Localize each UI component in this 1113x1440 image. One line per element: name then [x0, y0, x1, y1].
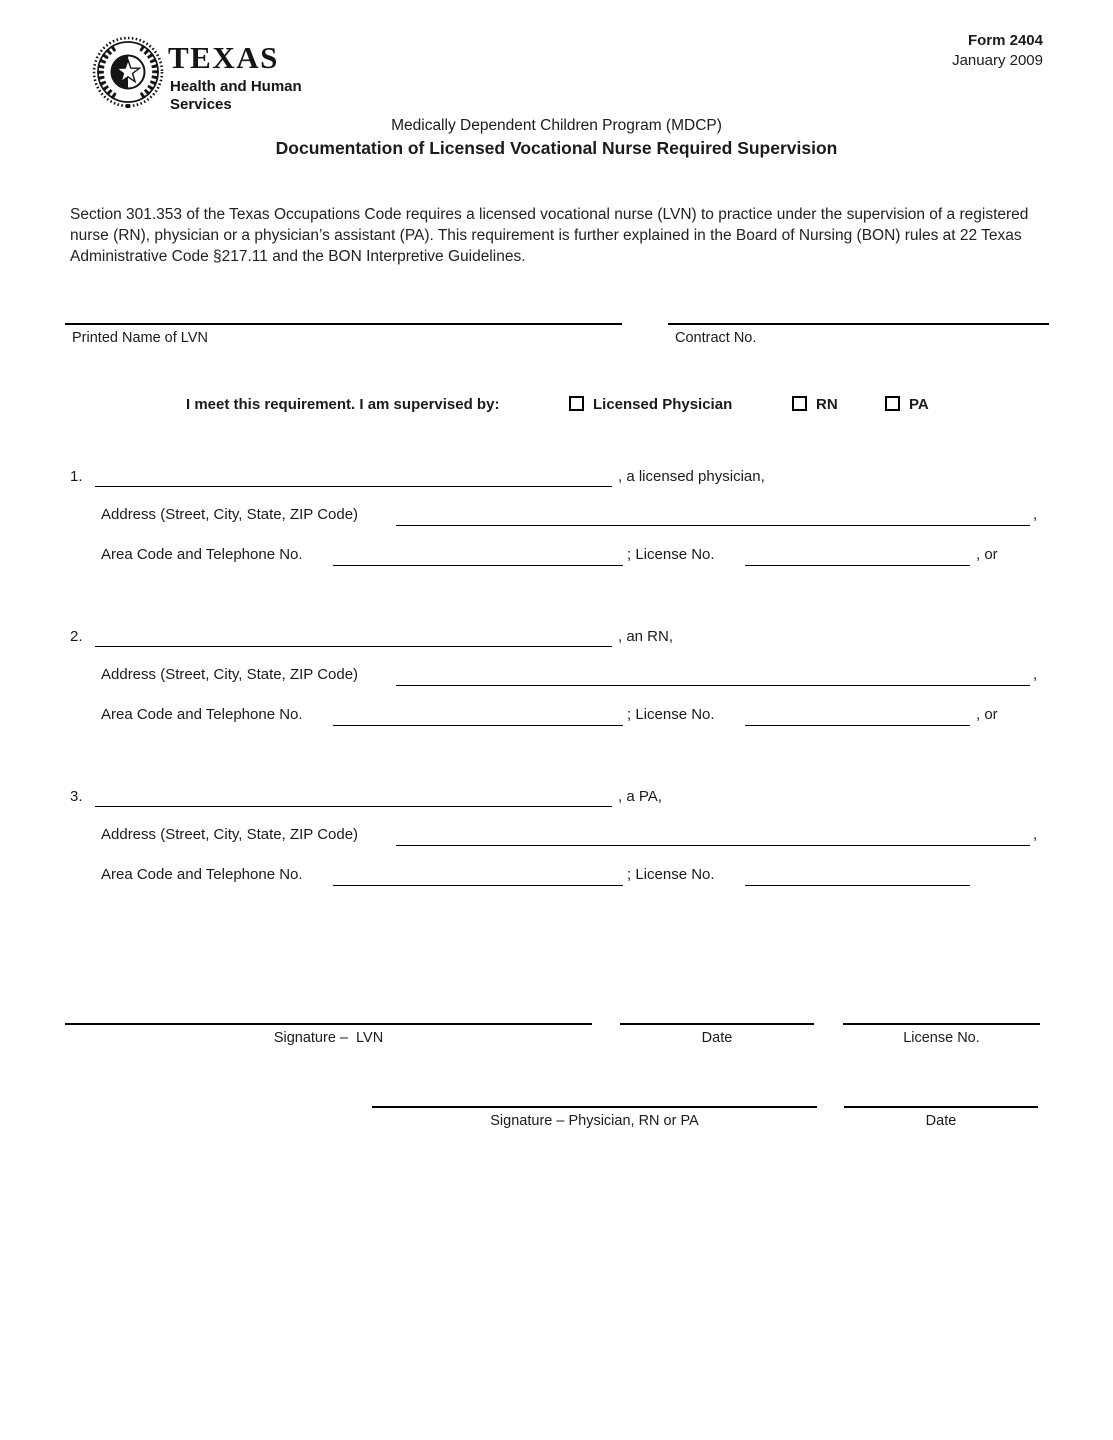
supervisor-1-address-label: Address (Street, City, State, ZIP Code): [101, 506, 359, 523]
supervisor-1-license-field[interactable]: [745, 548, 970, 566]
supervisor-3-role-suffix: , a PA,: [618, 788, 662, 805]
form-number: Form 2404: [967, 32, 1043, 49]
supervisor-1-role-suffix: , a licensed physician,: [618, 468, 765, 485]
texas-hhs-seal-icon: [92, 36, 164, 108]
printed-name-field[interactable]: [65, 307, 622, 325]
checkbox-pa-label: PA: [909, 396, 929, 413]
supervisor-2-license-label: ; License No.: [627, 706, 715, 723]
supervisor-signature-label: Signature – Physician, RN or PA: [490, 1113, 699, 1129]
supervisor-3-address-label: Address (Street, City, State, ZIP Code): [101, 826, 359, 843]
supervisor-2-tail: , or: [976, 706, 998, 723]
supervisor-2-number: 2.: [70, 628, 83, 645]
supervisor-1-name-field[interactable]: [95, 469, 612, 487]
supervisor-3-license-label: ; License No.: [627, 866, 715, 883]
supervisor-2-license-field[interactable]: [745, 708, 970, 726]
supervisor-1-license-label: ; License No.: [627, 546, 715, 563]
supervisor-1-address-field[interactable]: [396, 508, 1030, 526]
supervisor-3-phone-label: Area Code and Telephone No.: [101, 866, 303, 883]
checkbox-rn[interactable]: [792, 396, 807, 411]
supervisor-1-phone-label: Area Code and Telephone No.: [101, 546, 303, 563]
supervisor-2-name-field[interactable]: [95, 629, 612, 647]
logo-agency-line1: Health and Human: [170, 78, 302, 95]
supervisor-signature-field[interactable]: [372, 1090, 817, 1108]
supervisor-2-role-suffix: , an RN,: [618, 628, 674, 645]
checkbox-licensed-physician-label: Licensed Physician: [593, 396, 733, 413]
lvn-license-field[interactable]: [843, 1007, 1040, 1025]
supervisor-2-address-field[interactable]: [396, 668, 1030, 686]
page-title: Documentation of Licensed Vocational Nurse Required Supervision: [275, 138, 838, 158]
supervisor-1-phone-field[interactable]: [333, 548, 623, 566]
supervisor-3-phone-field[interactable]: [333, 868, 623, 886]
supervisor-3-address-suffix: ,: [1033, 826, 1038, 843]
lvn-signature-field[interactable]: [65, 1007, 592, 1025]
supervisor-3-number: 3.: [70, 788, 83, 805]
lvn-date-label: Date: [701, 1030, 733, 1046]
supervisor-3-address-field[interactable]: [396, 828, 1030, 846]
checkbox-licensed-physician[interactable]: [569, 396, 584, 411]
supervision-statement: I meet this requirement. I am supervised by:: [186, 396, 500, 413]
form-date: January 2009: [952, 52, 1043, 69]
intro-paragraph: Section 301.353 of the Texas Occupations Code requires a licensed vocational nurse (LVN) to practice under the supervision of a registered nurse (RN), physician or a physician’s assistant (PA). This requirement is further explained in the Board of Nursing (BON) rules at 22 Texas Administrative Code §217.11 and the BON Interpretive Guidelines.: [70, 206, 1029, 265]
supervisor-1-number: 1.: [70, 468, 83, 485]
logo-agency-line2: Services: [170, 96, 232, 113]
lvn-license-label: License No.: [903, 1030, 980, 1046]
lvn-date-field[interactable]: [620, 1007, 814, 1025]
supervisor-2-address-suffix: ,: [1033, 666, 1038, 683]
supervisor-date-field[interactable]: [844, 1090, 1038, 1108]
contract-no-field[interactable]: [668, 307, 1049, 325]
printed-name-label: Printed Name of LVN: [72, 330, 208, 346]
logo-state-wordmark: TEXAS: [168, 40, 279, 75]
supervisor-2-phone-field[interactable]: [333, 708, 623, 726]
checkbox-pa[interactable]: [885, 396, 900, 411]
supervisor-1-tail: , or: [976, 546, 998, 563]
supervisor-3-license-field[interactable]: [745, 868, 970, 886]
program-title: Medically Dependent Children Program (MDCP): [391, 117, 722, 134]
contract-no-label: Contract No.: [675, 330, 757, 346]
supervisor-2-phone-label: Area Code and Telephone No.: [101, 706, 303, 723]
checkbox-rn-label: RN: [816, 396, 838, 413]
supervisor-3-name-field[interactable]: [95, 789, 612, 807]
supervisor-1-address-suffix: ,: [1033, 506, 1038, 523]
supervisor-date-label: Date: [925, 1113, 957, 1129]
supervisor-2-address-label: Address (Street, City, State, ZIP Code): [101, 666, 359, 683]
lvn-signature-label: Signature – LVN: [273, 1030, 384, 1046]
